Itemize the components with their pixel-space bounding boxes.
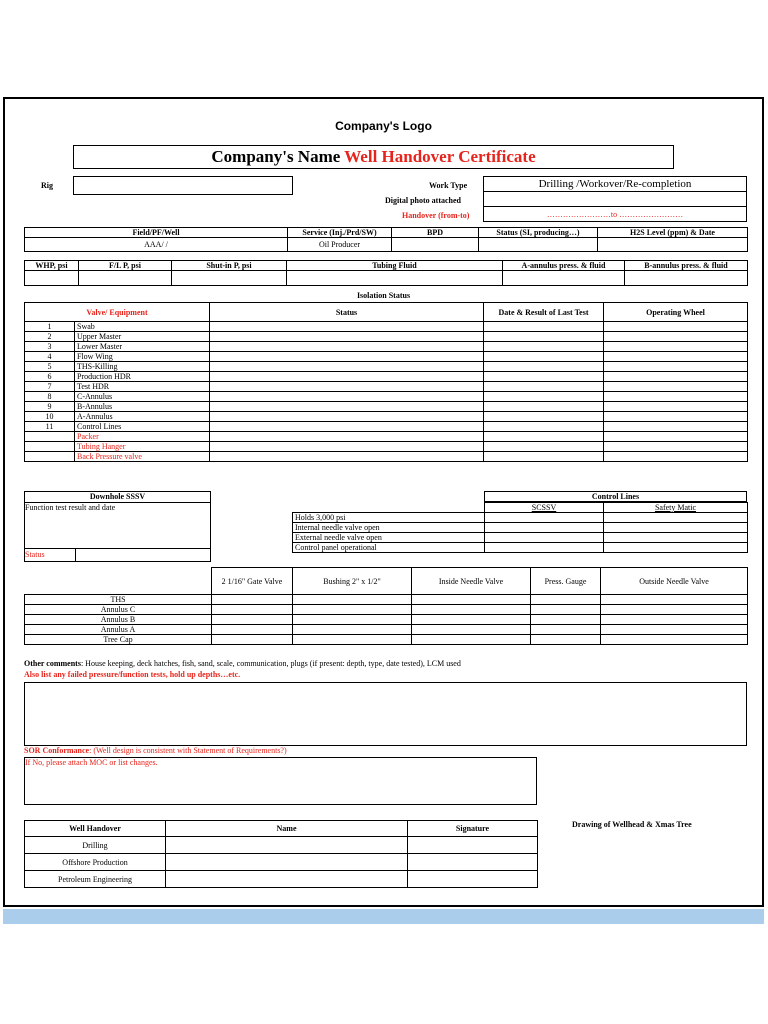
table-row: Back Pressure valve xyxy=(25,452,748,462)
b-annulus-value[interactable] xyxy=(625,271,748,286)
isolation-table xyxy=(24,302,748,462)
table-row: 6 Production HDR xyxy=(25,372,748,382)
table-row: 9 B-Annulus xyxy=(25,402,748,412)
service-value[interactable]: Oil Producer xyxy=(288,238,392,252)
table-row: 2 Upper Master xyxy=(25,332,748,342)
work-type-table xyxy=(483,176,747,222)
flp-header: F/L P, psi xyxy=(79,261,172,271)
bpd-header: BPD xyxy=(392,228,479,238)
work-type-label: Work Type xyxy=(429,181,468,190)
h2s-header: H2S Level (ppm) & Date xyxy=(598,228,748,238)
outside-needle-header: Outside Needle Valve xyxy=(601,568,748,595)
isolation-title: Isolation Status xyxy=(356,291,411,300)
tubing-fluid-header: Tubing Fluid xyxy=(287,261,503,271)
failed-tests-note: Also list any failed pressure/function tests, hold up depths…etc. xyxy=(24,670,241,679)
certificate-title xyxy=(73,145,674,169)
h2s-value[interactable] xyxy=(598,238,748,252)
tubing-fluid-value[interactable] xyxy=(287,271,503,286)
sssv-status-label: Status xyxy=(25,550,45,559)
table-row: THS xyxy=(25,595,748,605)
sor-label: SOR Conformance xyxy=(24,746,90,755)
table-row: Tree Cap xyxy=(25,635,748,645)
shutin-header: Shut-in P, psi xyxy=(172,261,287,271)
sor-text: : (Well design is consistent with Statement of Requirements?) xyxy=(89,746,287,755)
bushing-header: Bushing 2" x 1/2" xyxy=(293,568,412,595)
other-comments-label: Other comments xyxy=(24,659,81,668)
table-row: Offshore Production xyxy=(25,854,538,871)
table-row: Annulus B xyxy=(25,615,748,625)
gate-valve-header: 2 1/16" Gate Valve xyxy=(212,568,293,595)
handover-label: Handover (from-to) xyxy=(402,211,470,220)
table-row: Petroleum Engineering xyxy=(25,871,538,888)
service-header: Service (Inj./Prd/SW) xyxy=(288,228,392,238)
shutin-value[interactable] xyxy=(172,271,287,286)
drawing-label: Drawing of Wellhead & Xmas Tree xyxy=(572,820,692,829)
photo-field[interactable] xyxy=(484,192,747,207)
sssv-title: Downhole SSSV xyxy=(25,492,210,503)
table-row: Tubing Hanger xyxy=(25,442,748,452)
status-header: Status (SI, producing…) xyxy=(479,228,598,238)
page-shadow-bar xyxy=(3,909,764,924)
field-value[interactable]: AAA/ / xyxy=(25,238,288,252)
whp-value[interactable] xyxy=(25,271,79,286)
table-row: Drilling xyxy=(25,837,538,854)
company-name: Company's Name xyxy=(211,147,341,166)
inside-needle-header: Inside Needle Valve xyxy=(412,568,531,595)
last-test-header: Date & Result of Last Test xyxy=(484,303,604,322)
b-annulus-header: B-annulus press. & fluid xyxy=(625,261,748,271)
work-type-value[interactable]: Drilling /Workover/Re-completion xyxy=(484,177,747,192)
rig-label: Rig xyxy=(41,181,53,190)
sor-field[interactable] xyxy=(24,757,537,805)
isolation-status-header: Status xyxy=(210,303,484,322)
valves-table xyxy=(24,567,748,645)
rig-field[interactable] xyxy=(73,176,293,195)
table-row: 1 Swab xyxy=(25,322,748,332)
signature-header: Signature xyxy=(408,821,538,837)
table-row: 5 THS-Killing xyxy=(25,362,748,372)
certificate-page xyxy=(3,97,764,907)
whp-header: WHP, psi xyxy=(25,261,79,271)
control-lines-table xyxy=(292,502,748,553)
table-row: Packer xyxy=(25,432,748,442)
field-header: Field/PF/Well xyxy=(25,228,288,238)
sor-conformance xyxy=(24,746,287,755)
press-gauge-header: Press. Gauge xyxy=(531,568,601,595)
other-comments xyxy=(24,659,461,668)
certificate-name: Well Handover Certificate xyxy=(344,147,536,166)
sssv-box xyxy=(24,491,211,562)
comments-field[interactable] xyxy=(24,682,747,746)
a-annulus-header: A-annulus press. & fluid xyxy=(503,261,625,271)
other-comments-text: : House keeping, deck hatches, fish, sand, scale, communication, plugs (if present: depth, type, date tested), LCM used xyxy=(80,659,461,668)
control-lines-title: Control Lines xyxy=(484,491,747,502)
status-value[interactable] xyxy=(479,238,598,252)
flp-value[interactable] xyxy=(79,271,172,286)
scssv-header: SCSSV xyxy=(485,503,604,513)
bpd-value[interactable] xyxy=(392,238,479,252)
table-row: 8 C-Annulus xyxy=(25,392,748,402)
a-annulus-value[interactable] xyxy=(503,271,625,286)
handover-value[interactable]: ……………………to …………………… xyxy=(484,207,747,222)
well-info-table xyxy=(24,227,748,252)
table-row: 10 A-Annulus xyxy=(25,412,748,422)
table-row: 7 Test HDR xyxy=(25,382,748,392)
table-row: Holds 3,000 psi xyxy=(293,513,748,523)
pressure-table xyxy=(24,260,748,286)
table-row: 4 Flow Wing xyxy=(25,352,748,362)
table-row: 11 Control Lines xyxy=(25,422,748,432)
table-row: Control panel operational xyxy=(293,543,748,553)
handover-table xyxy=(24,820,538,888)
sor-note: If No, please attach MOC or list changes. xyxy=(25,758,158,767)
operating-wheel-header: Operating Wheel xyxy=(604,303,748,322)
photo-label: Digital photo attached xyxy=(385,196,461,205)
table-row: Annulus C xyxy=(25,605,748,615)
well-handover-header: Well Handover xyxy=(25,821,166,837)
table-row: 3 Lower Master xyxy=(25,342,748,352)
table-row: External needle valve open xyxy=(293,533,748,543)
table-row: Annulus A xyxy=(25,625,748,635)
valve-header: Valve/ Equipment xyxy=(25,303,210,322)
table-row: Internal needle valve open xyxy=(293,523,748,533)
function-test-label: Function test result and date xyxy=(25,503,116,512)
company-logo: Company's Logo xyxy=(335,119,432,133)
safety-matic-header: Safety Matic xyxy=(604,503,748,513)
name-header: Name xyxy=(166,821,408,837)
